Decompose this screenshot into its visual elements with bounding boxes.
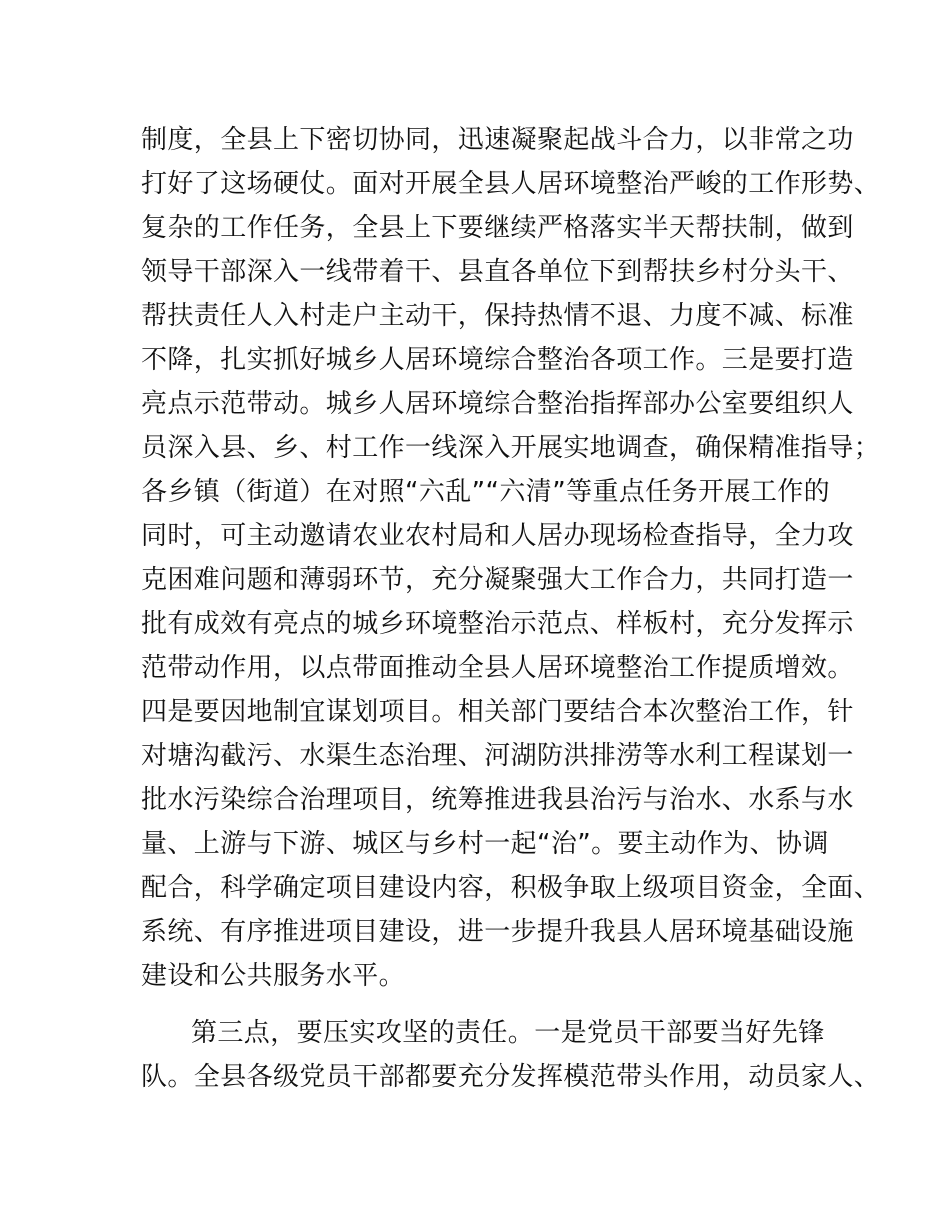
- text-line-indented: 第三点，要压实攻坚的责任。一是党员干部要当好先锋: [191, 1018, 825, 1048]
- text-line: 配合，科学确定项目建设内容，积极争取上级项目资金，全面、: [141, 873, 881, 903]
- document-body: [141, 118, 881, 1099]
- paragraph-1: [141, 118, 881, 998]
- text-line: 帮扶责任人入村走户主动干，保持热情不退、力度不减、标准: [141, 301, 854, 331]
- text-line: 打好了这场硬仗。面对开展全县人居环境整治严峻的工作形势、: [141, 169, 881, 199]
- text-line: 亮点示范带动。城乡人居环境综合整治指挥部办公室要组织人: [141, 389, 854, 419]
- text-line: 四是要因地制宜谋划项目。相关部门要结合本次整治工作，针: [141, 697, 854, 727]
- text-line: 建设和公共服务水平。: [141, 961, 406, 991]
- text-line: 同时，可主动邀请农业农村局和人居办现场检查指导，全力攻: [141, 521, 854, 551]
- text-line: 批水污染综合治理项目，统筹推进我县治污与治水、水系与水: [141, 785, 854, 815]
- text-line: 范带动作用，以点带面推动全县人居环境整治工作提质增效。: [141, 653, 854, 683]
- text-line: 队。全县各级党员干部都要充分发挥模范带头作用，动员家人、: [141, 1062, 881, 1092]
- text-line: 员深入县、乡、村工作一线深入开展实地调查，确保精准指导；: [141, 433, 881, 463]
- text-line: 领导干部深入一线带着干、县直各单位下到帮扶乡村分头干、: [141, 257, 854, 287]
- paragraph-2: [141, 1011, 881, 1099]
- text-line: 批有成效有亮点的城乡环境整治示范点、样板村，充分发挥示: [141, 609, 854, 639]
- text-line: 量、上游与下游、城区与乡村一起“治”。要主动作为、协调: [141, 829, 829, 859]
- text-line: 制度，全县上下密切协同，迅速凝聚起战斗合力，以非常之功: [141, 125, 854, 155]
- text-line: 对塘沟截污、水渠生态治理、河湖防洪排涝等水利工程谋划一: [141, 741, 854, 771]
- text-line: 各乡镇（街道）在对照“六乱”“六清”等重点任务开展工作的: [141, 477, 831, 507]
- paragraph-spacer: [141, 998, 841, 1011]
- text-line: 系统、有序推进项目建设，进一步提升我县人居环境基础设施: [141, 917, 854, 947]
- text-line: 复杂的工作任务，全县上下要继续严格落实半天帮扶制，做到: [141, 213, 854, 243]
- text-line: 不降，扎实抓好城乡人居环境综合整治各项工作。三是要打造: [141, 345, 854, 375]
- text-line: 克困难问题和薄弱环节，充分凝聚强大工作合力，共同打造一: [141, 565, 854, 595]
